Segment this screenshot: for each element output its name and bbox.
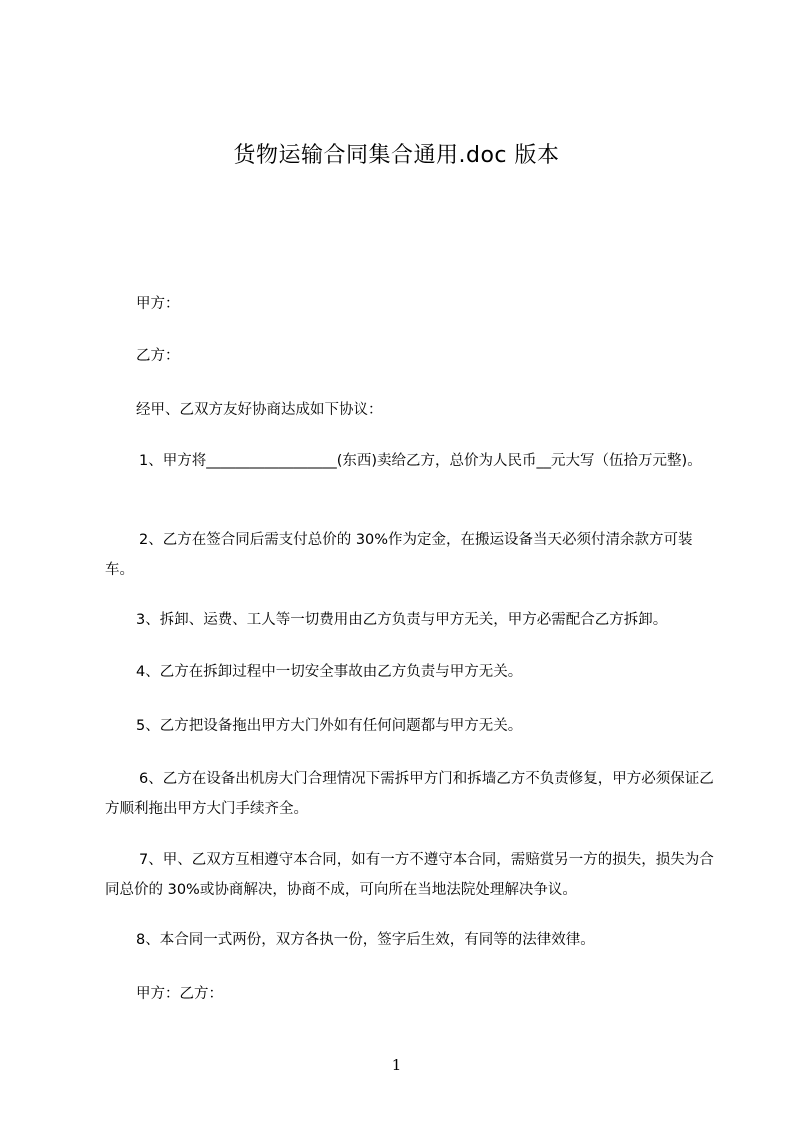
document-title: 货物运输合同集合通用.doc 版本: [233, 143, 560, 168]
party-b-label: 乙方：: [136, 348, 180, 364]
clause-4: 4、乙方在拆卸过程中一切安全事故由乙方负责与甲方无关。: [136, 664, 523, 680]
agreement-intro: 经甲、乙双方友好协商达成如下协议：: [136, 402, 383, 418]
clause-7: 7、甲、乙双方互相遵守本合同，如有一方不遵守本合同，需赔赏另一方的损失，损失为合同总价的 30%或协商解决，协商不成，可向所在当地法院处理解决争议。: [105, 852, 714, 898]
clause-5: 5、乙方把设备拖出甲方大门外如有任何问题都与甲方无关。: [136, 718, 523, 734]
page-number: 1: [391, 1056, 402, 1074]
signature-line: 甲方：乙方：: [136, 986, 223, 1002]
clause-6: 6、乙方在设备出机房大门合理情况下需拆甲方门和拆墙乙方不负责修复，甲方必须保证乙方顺利拖出甲方大门手续齐全。: [105, 771, 714, 817]
party-a-label: 甲方：: [136, 296, 180, 312]
clause-2: 2、乙方在签合同后需支付总价的 30%作为定金，在搬运设备当天必须付清余款方可装车。: [105, 532, 693, 578]
clause-3: 3、拆卸、运费、工人等一切费用由乙方负责与甲方无关，甲方必需配合乙方拆卸。: [136, 612, 668, 628]
clause-8: 8、本合同一式两份，双方各执一份，签字后生效，有同等的法律效律。: [136, 932, 595, 948]
clause-1: 1、甲方将__________________(东西)卖给乙方，总价为人民币__元大写（伍拾万元整)。: [139, 453, 702, 469]
